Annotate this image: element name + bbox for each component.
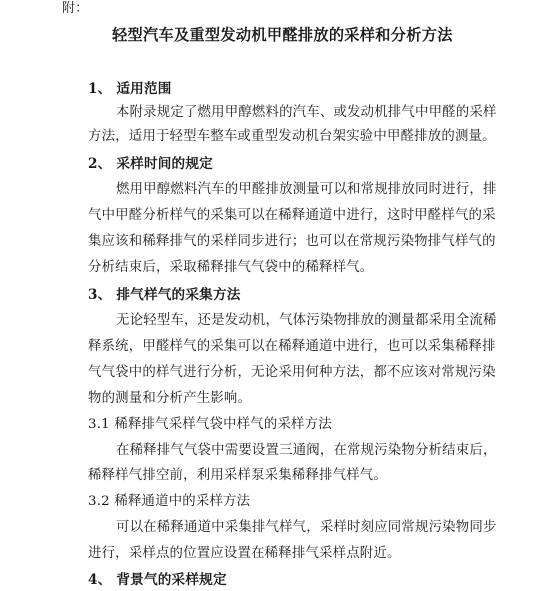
- section-2-heading: 2、 采样时间的规定: [88, 156, 213, 172]
- section-1-line-1: 本附录规定了燃用甲醇燃料的汽车、或发动机排气中甲醛的采样: [116, 105, 497, 120]
- section-3-1-heading: 3.1 稀释排气采样气袋中样气的采样方法: [88, 417, 332, 432]
- section-1-line-2: 方法，适用于轻型车整车或重型发动机台架实验中甲醛排放的测量。: [88, 129, 496, 144]
- section-3-2-heading: 3.2 稀释通道中的采样方法: [88, 494, 251, 509]
- section-3-1-line-2: 稀释样气排空前，利用采样泵采集稀释排气样气。: [88, 468, 387, 483]
- document-title: 轻型汽车及重型发动机甲醛排放的采样和分析方法: [112, 26, 453, 44]
- section-3-line-4: 物的测量和分析产生影响。: [88, 391, 252, 406]
- section-2-line-3: 集应该和稀释排气的采样同步进行；也可以在常规污染物排气样气的: [88, 234, 496, 249]
- section-3-2-line-1: 可以在稀释通道中采集排气样气，采样时刻应同常规污染物同步: [116, 520, 497, 535]
- attachment-label: 附：: [62, 1, 89, 16]
- section-2-line-1: 燃用甲醇燃料汽车的甲醛排放测量可以和常规排放同时进行，排: [116, 182, 497, 197]
- section-3-1-line-1: 在稀释排气气袋中需要设置三通阀，在常规污染物分析结束后，: [116, 443, 497, 458]
- section-2-line-4: 分析结束后，采取稀释排气气袋中的稀释样气。: [88, 260, 374, 275]
- section-2-line-2: 气中甲醛分析样气的采集可以在稀释通道中进行，这时甲醛样气的采: [88, 208, 496, 223]
- section-4-heading: 4、 背景气的采样规定: [88, 572, 227, 588]
- section-3-line-3: 气气袋中的样气进行分析，无论采用何种方法，都不应该对常规污染: [88, 365, 496, 380]
- section-3-line-2: 释系统，甲醛样气的采集可以在稀释通道中进行，也可以采集稀释排: [88, 339, 496, 354]
- section-1-heading: 1、 适用范围: [88, 81, 172, 97]
- section-3-2-line-2: 进行，采样点的位置应设置在稀释排气采样点附近。: [88, 546, 401, 561]
- section-3-line-1: 无论轻型车，还是发动机，气体污染物排放的测量都采用全流稀: [116, 313, 497, 328]
- section-3-heading: 3、 排气样气的采集方法: [88, 287, 241, 303]
